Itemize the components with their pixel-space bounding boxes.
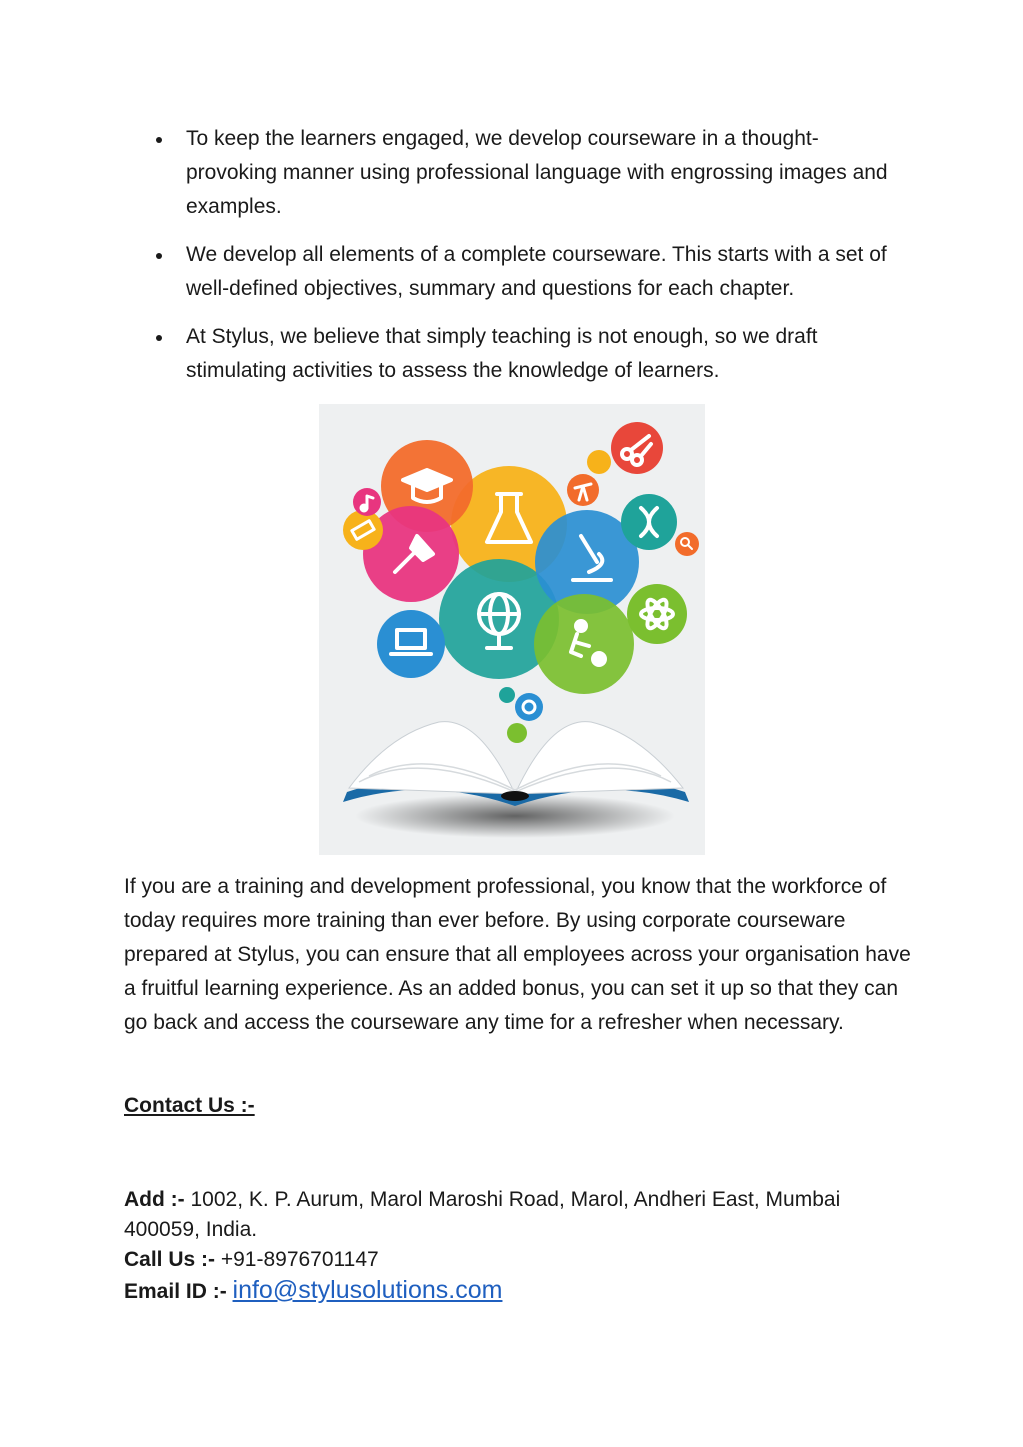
laptop-bubble — [377, 610, 445, 678]
bus-bubble — [507, 723, 527, 743]
bullet-dot — [156, 253, 162, 259]
h2o-bubble — [499, 687, 515, 703]
magnifier-bubble — [675, 532, 699, 556]
bullet-text: At Stylus, we believe that simply teaching is not enough, so we draft stimulating activities to assess the knowledge of learners. — [186, 325, 818, 382]
email-row — [124, 1275, 914, 1307]
call-value: +91-8976701147 — [215, 1248, 379, 1271]
contact-heading: Contact Us :- — [124, 1094, 255, 1117]
bullet-item — [124, 122, 904, 224]
education-illustration — [319, 404, 705, 855]
address-label: Add :- — [124, 1188, 185, 1211]
email-link[interactable]: info@stylusolutions.com — [232, 1276, 503, 1304]
gear-bubble — [515, 693, 543, 721]
bullet-item — [124, 238, 904, 306]
contact-details — [124, 1185, 914, 1307]
body-paragraph: If you are a training and development professional, you know that the workforce of today requires more training than ever before. By using corporate courseware prepared at Stylus, you can ensure that all employees across your organisation have a fruitful learning experience. As an added bonus, you can set it up so that they can go back and access the courseware any time for a refresher when necessary. — [124, 875, 911, 1034]
address-row — [124, 1185, 914, 1245]
feature-bullet-list — [124, 122, 904, 402]
call-label: Call Us :- — [124, 1248, 216, 1271]
email-label: Email ID :- — [124, 1280, 227, 1303]
bike-bubble — [587, 450, 611, 474]
bullet-dot — [156, 335, 162, 341]
ruler-bubble — [343, 510, 383, 550]
call-row — [124, 1245, 914, 1275]
bullet-text: We develop all elements of a complete courseware. This starts with a set of well-defined objectives, summary and questions for each chapter. — [186, 243, 887, 300]
atom-bubble — [627, 584, 687, 644]
address-value: 1002, K. P. Aurum, Marol Maroshi Road, Marol, Andheri East, Mumbai 400059, India. — [124, 1188, 841, 1241]
education-illustration-svg — [319, 404, 705, 855]
bullet-dot — [156, 137, 162, 143]
bullet-text: To keep the learners engaged, we develop courseware in a thought-provoking manner using professional language with engrossing images and examples. — [186, 127, 888, 218]
bullet-item — [124, 320, 904, 388]
